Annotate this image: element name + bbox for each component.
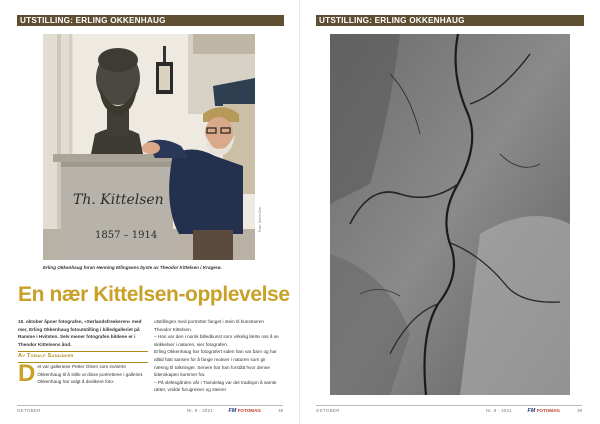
body-paragraph-5: – På slektsgården vår i Trøndelag var det tradisjon å samle røtter, vridde furugreiner og steiner (154, 379, 277, 393)
right-page (300, 0, 600, 424)
photo-caption: Erling Okkenhaug foran Henning Ellingsens byste av Theodor Kittelsen i Kragerø. (43, 265, 222, 270)
footer-logo-text-right: FOTOMAG (536, 408, 560, 413)
section-banner-right: UTSTILLING: ERLING OKKENHAUG (316, 15, 584, 26)
footer-logo-text: FOTOMAG (237, 408, 261, 413)
article-lead: 10. oktober åpner fotografen, «Sørlandsfreskeren» med mer, Erling Okkenhaug fotoutstilling i billedgalleriet på Ramme i Hvitsten. Selv mener fotografen bildene er i Theodor Kittelsens ånd. (18, 319, 142, 347)
footer-logo-fm: FM (228, 408, 237, 414)
photo-credit: Foto: Svein Ove (258, 206, 262, 232)
footer-month: OKTOBER (17, 408, 41, 413)
page-footer-right (316, 405, 582, 414)
page-number-right: 49 (577, 408, 582, 413)
body-paragraph-1-text: et var gallerieier Petter Olsen som inviterte Okkenhaug til å stille ut disse portrettene i galleriet. Okkenhaug har valgt å dedikere foto- (37, 363, 144, 385)
page-number: 48 (278, 408, 283, 413)
footer-logo (229, 407, 261, 415)
plaque-years: 1857 – 1914 (95, 230, 158, 241)
text-column-1 (18, 318, 148, 386)
footer-issue: Nr. 8 · 2021 (186, 408, 213, 413)
footer-logo-fm-right: FM (527, 408, 536, 414)
drop-cap: D (18, 359, 36, 387)
stone-photo (330, 34, 570, 395)
body-paragraph-4: Erling Okkenhaug har fotografert siden han var barn og har alltid hatt sansen for å fange motiver i naturen som gir næring til tolkninger. Senere har han forstått hvor denne lidenskapen kommer fra. (154, 349, 277, 378)
footer-month-right: OKTOBER (316, 408, 340, 413)
page-footer (17, 405, 283, 414)
article-headline: En nær Kittelsen-opplevelse (18, 283, 290, 306)
bust-photo (43, 34, 255, 260)
body-paragraph-1 (18, 359, 148, 387)
body-paragraph-3: – Han var den i norsk billedkunst som virkelig lærte oss å se skikkelser i naturen, sier fotografen. (154, 334, 279, 347)
section-banner: UTSTILLING: ERLING OKKENHAUG (17, 15, 284, 26)
body-paragraph-2: utstillingen med portretter fanget i stein til kunstneren Theodor Kittelsen. (154, 319, 264, 332)
byline: Av Toralf Sandåker (18, 351, 148, 363)
text-column-2 (154, 318, 281, 394)
footer-logo-right (528, 407, 560, 415)
footer-issue-right: Nr. 8 · 2021 (485, 408, 512, 413)
plaque-name: Th. Kittelsen (73, 192, 164, 208)
